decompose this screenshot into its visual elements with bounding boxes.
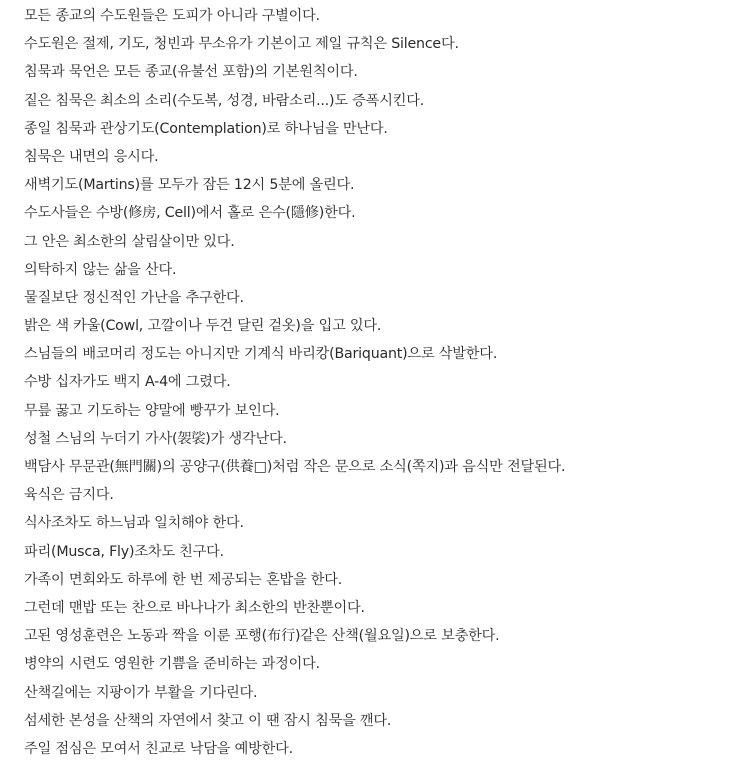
- text-line: 종일 침묵과 관상기도(Contemplation)로 하나님을 만난다.: [24, 120, 388, 137]
- text-line: 새벽기도(Martins)를 모두가 잠든 12시 5분에 올린다.: [24, 177, 355, 194]
- text-line: 백담사 무문관(無門關)의 공양구(供養□)처럼 작은 문으로 소식(쪽지)과 음식만 전달된다.: [24, 459, 566, 475]
- text-line: 스님들의 배코머리 정도는 아니지만 기계식 바리캉(Bariquant)으로 삭발한다.: [24, 346, 498, 363]
- text-line: 고된 영성훈련은 노동과 짝을 이룬 포행(布行)같은 산책(월요일)으로 보충한다.: [24, 628, 500, 645]
- text-line: 밝은 색 카울(Cowl, 고깔이나 두건 달린 겉옷)을 입고 있다.: [24, 318, 382, 335]
- text-line: 그 안은 최소한의 살림살이만 있다.: [24, 233, 235, 250]
- text-line: 식사조차도 하느님과 일치해야 한다.: [24, 515, 244, 532]
- text-line: 육식은 금지다.: [24, 487, 114, 504]
- text-line: 병약의 시련도 영원한 기쁨을 준비하는 과정이다.: [24, 656, 320, 673]
- text-line: 파리(Musca, Fly)조차도 친구다.: [24, 543, 224, 560]
- text-line: 수도원은 절제, 기도, 청빈과 무소유가 기본이고 제일 규칙은 Silence다.: [24, 36, 459, 53]
- text-line: 물질보단 정신적인 가난을 추구한다.: [24, 289, 244, 306]
- text-line: 모든 종교의 수도원들은 도피가 아니라 구별이다.: [24, 8, 320, 24]
- document-body: [24, 2, 734, 763]
- text-line: 섬세한 본성을 산책의 자연에서 찾고 이 땐 잠시 침묵을 깬다.: [24, 712, 392, 729]
- text-line: 수도사들은 수방(修房, Cell)에서 홀로 은수(隱修)한다.: [24, 205, 356, 222]
- text-line: 가족이 면회와도 하루에 한 번 제공되는 혼밥을 한다.: [24, 571, 343, 588]
- text-line: 짙은 침묵은 최소의 소리(수도복, 성경, 바람소리...)도 증폭시킨다.: [24, 92, 425, 109]
- text-line: 침묵과 묵언은 모든 종교(유불선 포함)의 기본원칙이다.: [24, 64, 358, 81]
- text-line: 그런데 맨밥 또는 찬으로 바나나가 최소한의 반찬뿐이다.: [24, 599, 365, 616]
- text-line: 주일 점심은 모여서 친교로 낙담을 예방한다.: [24, 740, 293, 757]
- text-line: 무릎 꿇고 기도하는 양말에 빵꾸가 보인다.: [24, 402, 280, 419]
- text-line: 성철 스님의 누더기 가사(袈裟)가 생각난다.: [24, 430, 287, 447]
- text-line: 의탁하지 않는 삶을 산다.: [24, 261, 177, 278]
- text-line: 수방 십자가도 백지 A-4에 그렸다.: [24, 374, 231, 391]
- text-line: 산책길에는 지팡이가 부활을 기다린다.: [24, 684, 258, 701]
- text-line: 침묵은 내면의 응시다.: [24, 148, 159, 165]
